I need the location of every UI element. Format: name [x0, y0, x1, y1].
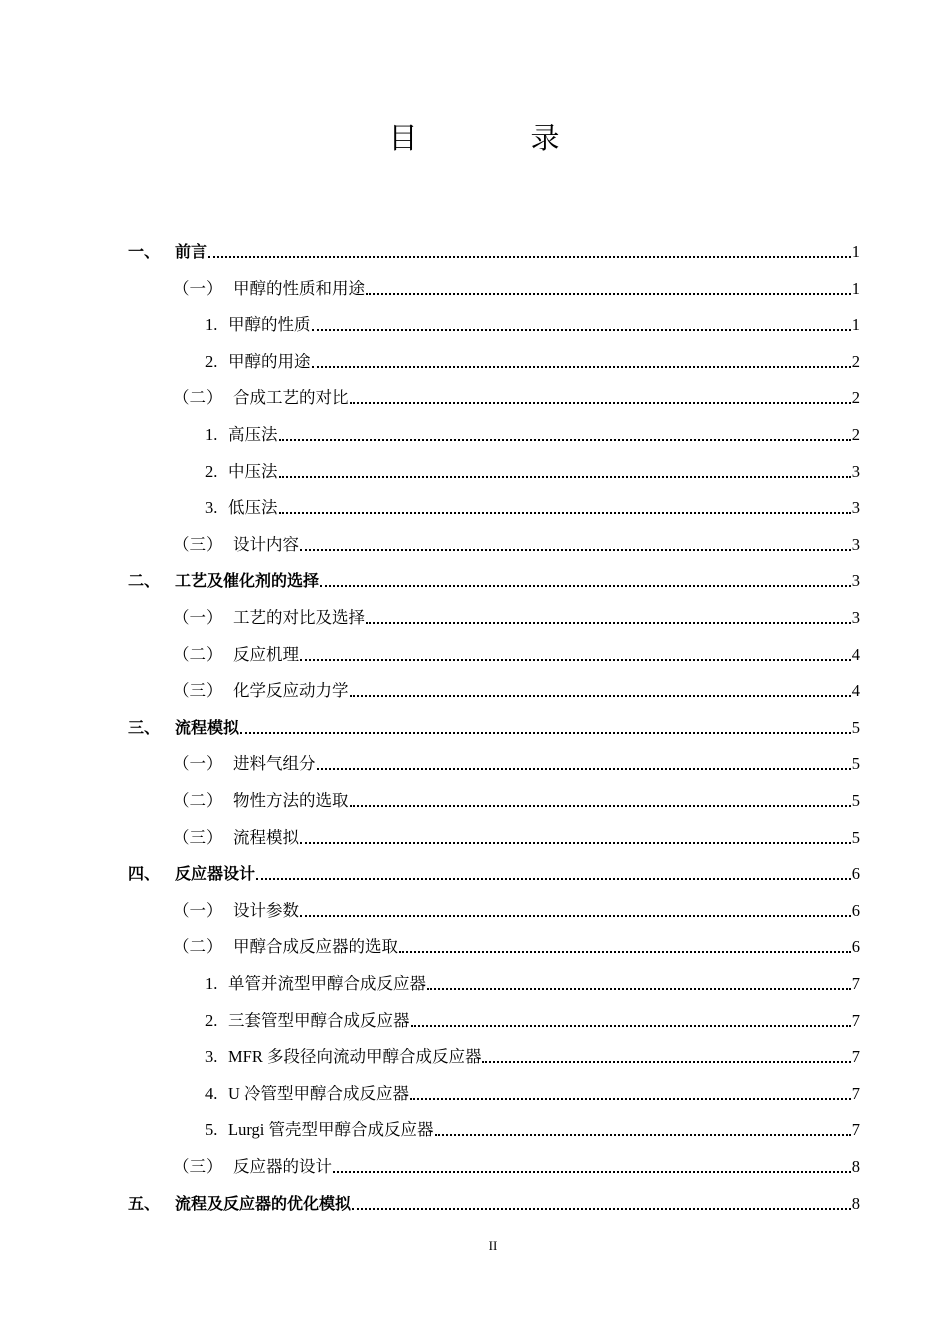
toc-leader-dots	[312, 328, 851, 331]
toc-leader-dots	[300, 841, 851, 844]
toc-entry-page: 4	[851, 681, 860, 701]
toc-entry-number: 3.	[205, 1047, 218, 1067]
toc-entry-label: 低压法	[228, 498, 278, 518]
toc-entry-page: 6	[851, 937, 860, 957]
toc-entry-label: 工艺及催化剂的选择	[175, 571, 320, 591]
toc-entry[interactable]	[205, 1001, 860, 1031]
toc-entry-page: 7	[851, 974, 860, 993]
toc-entry-number: （三）	[173, 1157, 223, 1176]
toc-entry-number: 3.	[205, 498, 218, 518]
toc-entry-label: 化学反应动力学	[233, 681, 349, 701]
toc-entry-label: 设计参数	[233, 900, 299, 920]
toc-entry[interactable]	[205, 488, 860, 518]
toc-leader-dots	[300, 914, 851, 917]
toc-entry-number: 二、	[128, 571, 161, 591]
toc-entry-number: 1.	[205, 315, 218, 335]
toc-leader-dots	[399, 950, 851, 953]
toc-entry-number: 三、	[128, 717, 161, 737]
toc-leader-dots	[410, 1097, 851, 1100]
toc-entry-number: 2.	[205, 1010, 218, 1030]
toc-leader-dots	[350, 804, 851, 807]
toc-entry-number: （一）	[173, 754, 223, 774]
toc-entry[interactable]	[128, 1184, 860, 1214]
toc-entry[interactable]	[205, 1110, 860, 1140]
toc-entry[interactable]	[173, 525, 860, 555]
page-number-footer: II	[488, 1238, 498, 1253]
toc-entry-number: 四、	[128, 864, 161, 884]
toc-entry-page: 2	[851, 351, 860, 371]
toc-entry[interactable]	[205, 305, 860, 335]
toc-leader-dots	[279, 438, 851, 441]
toc-entry-label: MFR 多段径向流动甲醇合成反应器	[228, 1047, 482, 1067]
toc-entry-page: 2	[851, 425, 860, 444]
toc-entry-page: 2	[851, 388, 860, 408]
toc-entry-number: （三）	[173, 534, 223, 554]
toc-entry-page: 6	[851, 864, 860, 884]
toc-entry-page: 7	[851, 1010, 860, 1030]
toc-entry-label: 流程模拟	[233, 827, 299, 847]
toc-leader-dots	[435, 1133, 851, 1136]
toc-entry-number: （二）	[173, 791, 223, 810]
toc-entry-label: 高压法	[228, 425, 278, 444]
toc-leader-dots	[482, 1060, 850, 1063]
toc-entry-number: 一、	[128, 242, 161, 261]
toc-entry-page: 5	[851, 827, 860, 847]
toc-entry-number: （二）	[173, 937, 223, 957]
toc-entry-label: 三套管型甲醇合成反应器	[228, 1010, 410, 1030]
toc-entry[interactable]	[173, 818, 860, 848]
toc-entry-page: 3	[851, 608, 860, 627]
toc-leader-dots	[320, 584, 851, 587]
toc-entry[interactable]	[205, 1074, 860, 1104]
toc-entry-label: 工艺的对比及选择	[233, 608, 365, 627]
toc-entry-label: 反应器的设计	[233, 1157, 332, 1176]
toc-entry[interactable]	[173, 891, 860, 921]
toc-entry[interactable]	[205, 964, 860, 994]
toc-leader-dots	[279, 511, 851, 514]
toc-entry-label: 甲醇合成反应器的选取	[233, 937, 398, 957]
toc-entry-label: 甲醇的性质	[228, 315, 311, 335]
toc-entry[interactable]	[173, 1147, 860, 1177]
toc-entry-number: （一）	[173, 278, 223, 298]
toc-entry-label: 设计内容	[233, 534, 299, 554]
toc-entry-page: 7	[851, 1120, 860, 1140]
toc-leader-dots	[411, 1024, 851, 1027]
toc-entry[interactable]	[128, 708, 860, 738]
page-title: 目 录	[388, 121, 602, 155]
toc-entry-page: 4	[851, 644, 860, 664]
toc-leader-dots	[333, 1170, 851, 1173]
toc-entry[interactable]	[173, 378, 860, 408]
toc-entry-number: 1.	[205, 425, 218, 444]
toc-entry[interactable]	[205, 1037, 860, 1067]
toc-entry-label: U 冷管型甲醇合成反应器	[228, 1083, 410, 1103]
toc-entry-page: 1	[851, 315, 860, 335]
toc-entry-label: 合成工艺的对比	[233, 388, 349, 408]
toc-entry-page: 6	[851, 900, 860, 920]
toc-entry[interactable]	[128, 561, 860, 591]
toc-entry[interactable]	[173, 671, 860, 701]
toc-entry[interactable]	[173, 744, 860, 774]
toc-leader-dots	[317, 767, 851, 770]
toc-entry-page: 3	[851, 498, 860, 518]
toc-leader-dots	[300, 658, 851, 661]
toc-leader-dots	[366, 292, 851, 295]
toc-entry[interactable]	[173, 635, 860, 665]
toc-entry[interactable]	[173, 269, 860, 299]
toc-entry-label: 流程及反应器的优化模拟	[175, 1193, 352, 1213]
toc-entry-label: 甲醇的性质和用途	[233, 278, 365, 298]
toc-entry-number: （一）	[173, 608, 223, 627]
toc-entry[interactable]	[205, 342, 860, 372]
toc-leader-dots	[279, 475, 851, 478]
toc-entry[interactable]	[205, 415, 860, 445]
toc-leader-dots	[300, 548, 851, 551]
toc-entry-number: （三）	[173, 681, 223, 701]
toc-entry-page: 3	[851, 534, 860, 554]
toc-entry[interactable]	[128, 854, 860, 884]
toc-entry-number: 五、	[128, 1193, 161, 1213]
toc-entry-number: 4.	[205, 1083, 218, 1103]
toc-leader-dots	[240, 731, 851, 734]
toc-leader-dots	[350, 401, 851, 404]
toc-entry-number: 5.	[205, 1120, 218, 1140]
toc-entry-number: 1.	[205, 974, 218, 993]
toc-entry-label: 单管并流型甲醇合成反应器	[228, 974, 426, 993]
toc-entry-label: 前言	[175, 242, 208, 261]
toc-entry-page: 5	[851, 717, 860, 737]
toc-entry-label: Lurgi 管壳型甲醇合成反应器	[228, 1120, 434, 1140]
toc-leader-dots	[312, 365, 851, 368]
toc-entry-number: （三）	[173, 827, 223, 847]
toc-entry[interactable]	[173, 927, 860, 957]
toc-entry-page: 5	[851, 754, 860, 774]
toc-entry-label: 物性方法的选取	[233, 791, 349, 810]
toc-entry-page: 1	[851, 242, 860, 261]
toc-leader-dots	[352, 1207, 851, 1210]
toc-entry-label: 流程模拟	[175, 717, 240, 737]
toc-leader-dots	[427, 987, 851, 990]
toc-entry-page: 3	[851, 571, 860, 591]
toc-entry-number: 2.	[205, 351, 218, 371]
toc-entry[interactable]	[173, 781, 860, 811]
toc-leader-dots	[350, 694, 851, 697]
toc-entry-label: 反应机理	[233, 644, 299, 664]
toc-leader-dots	[256, 877, 851, 880]
toc-entry-page: 7	[851, 1047, 860, 1067]
toc-entry-page: 1	[851, 278, 860, 298]
toc-entry-number: 2.	[205, 461, 218, 481]
toc-entry[interactable]	[128, 232, 860, 262]
toc-entry-page: 7	[851, 1083, 860, 1103]
toc-leader-dots	[366, 621, 851, 624]
toc-entry-number: （二）	[173, 644, 223, 664]
toc-entry[interactable]	[173, 598, 860, 628]
toc-entry-page: 8	[851, 1157, 860, 1176]
toc-entry-label: 进料气组分	[233, 754, 316, 774]
toc-entry-label: 中压法	[228, 461, 278, 481]
toc-entry-label: 甲醇的用途	[228, 351, 311, 371]
toc-entry-page: 8	[851, 1193, 860, 1213]
toc-entry-label: 反应器设计	[175, 864, 256, 884]
toc-entry-page: 3	[851, 461, 860, 481]
toc-leader-dots	[208, 255, 851, 258]
toc-entry-number: （二）	[173, 388, 223, 408]
toc-entry-page: 5	[851, 791, 860, 810]
toc-entry[interactable]	[205, 452, 860, 482]
toc-entry-number: （一）	[173, 900, 223, 920]
